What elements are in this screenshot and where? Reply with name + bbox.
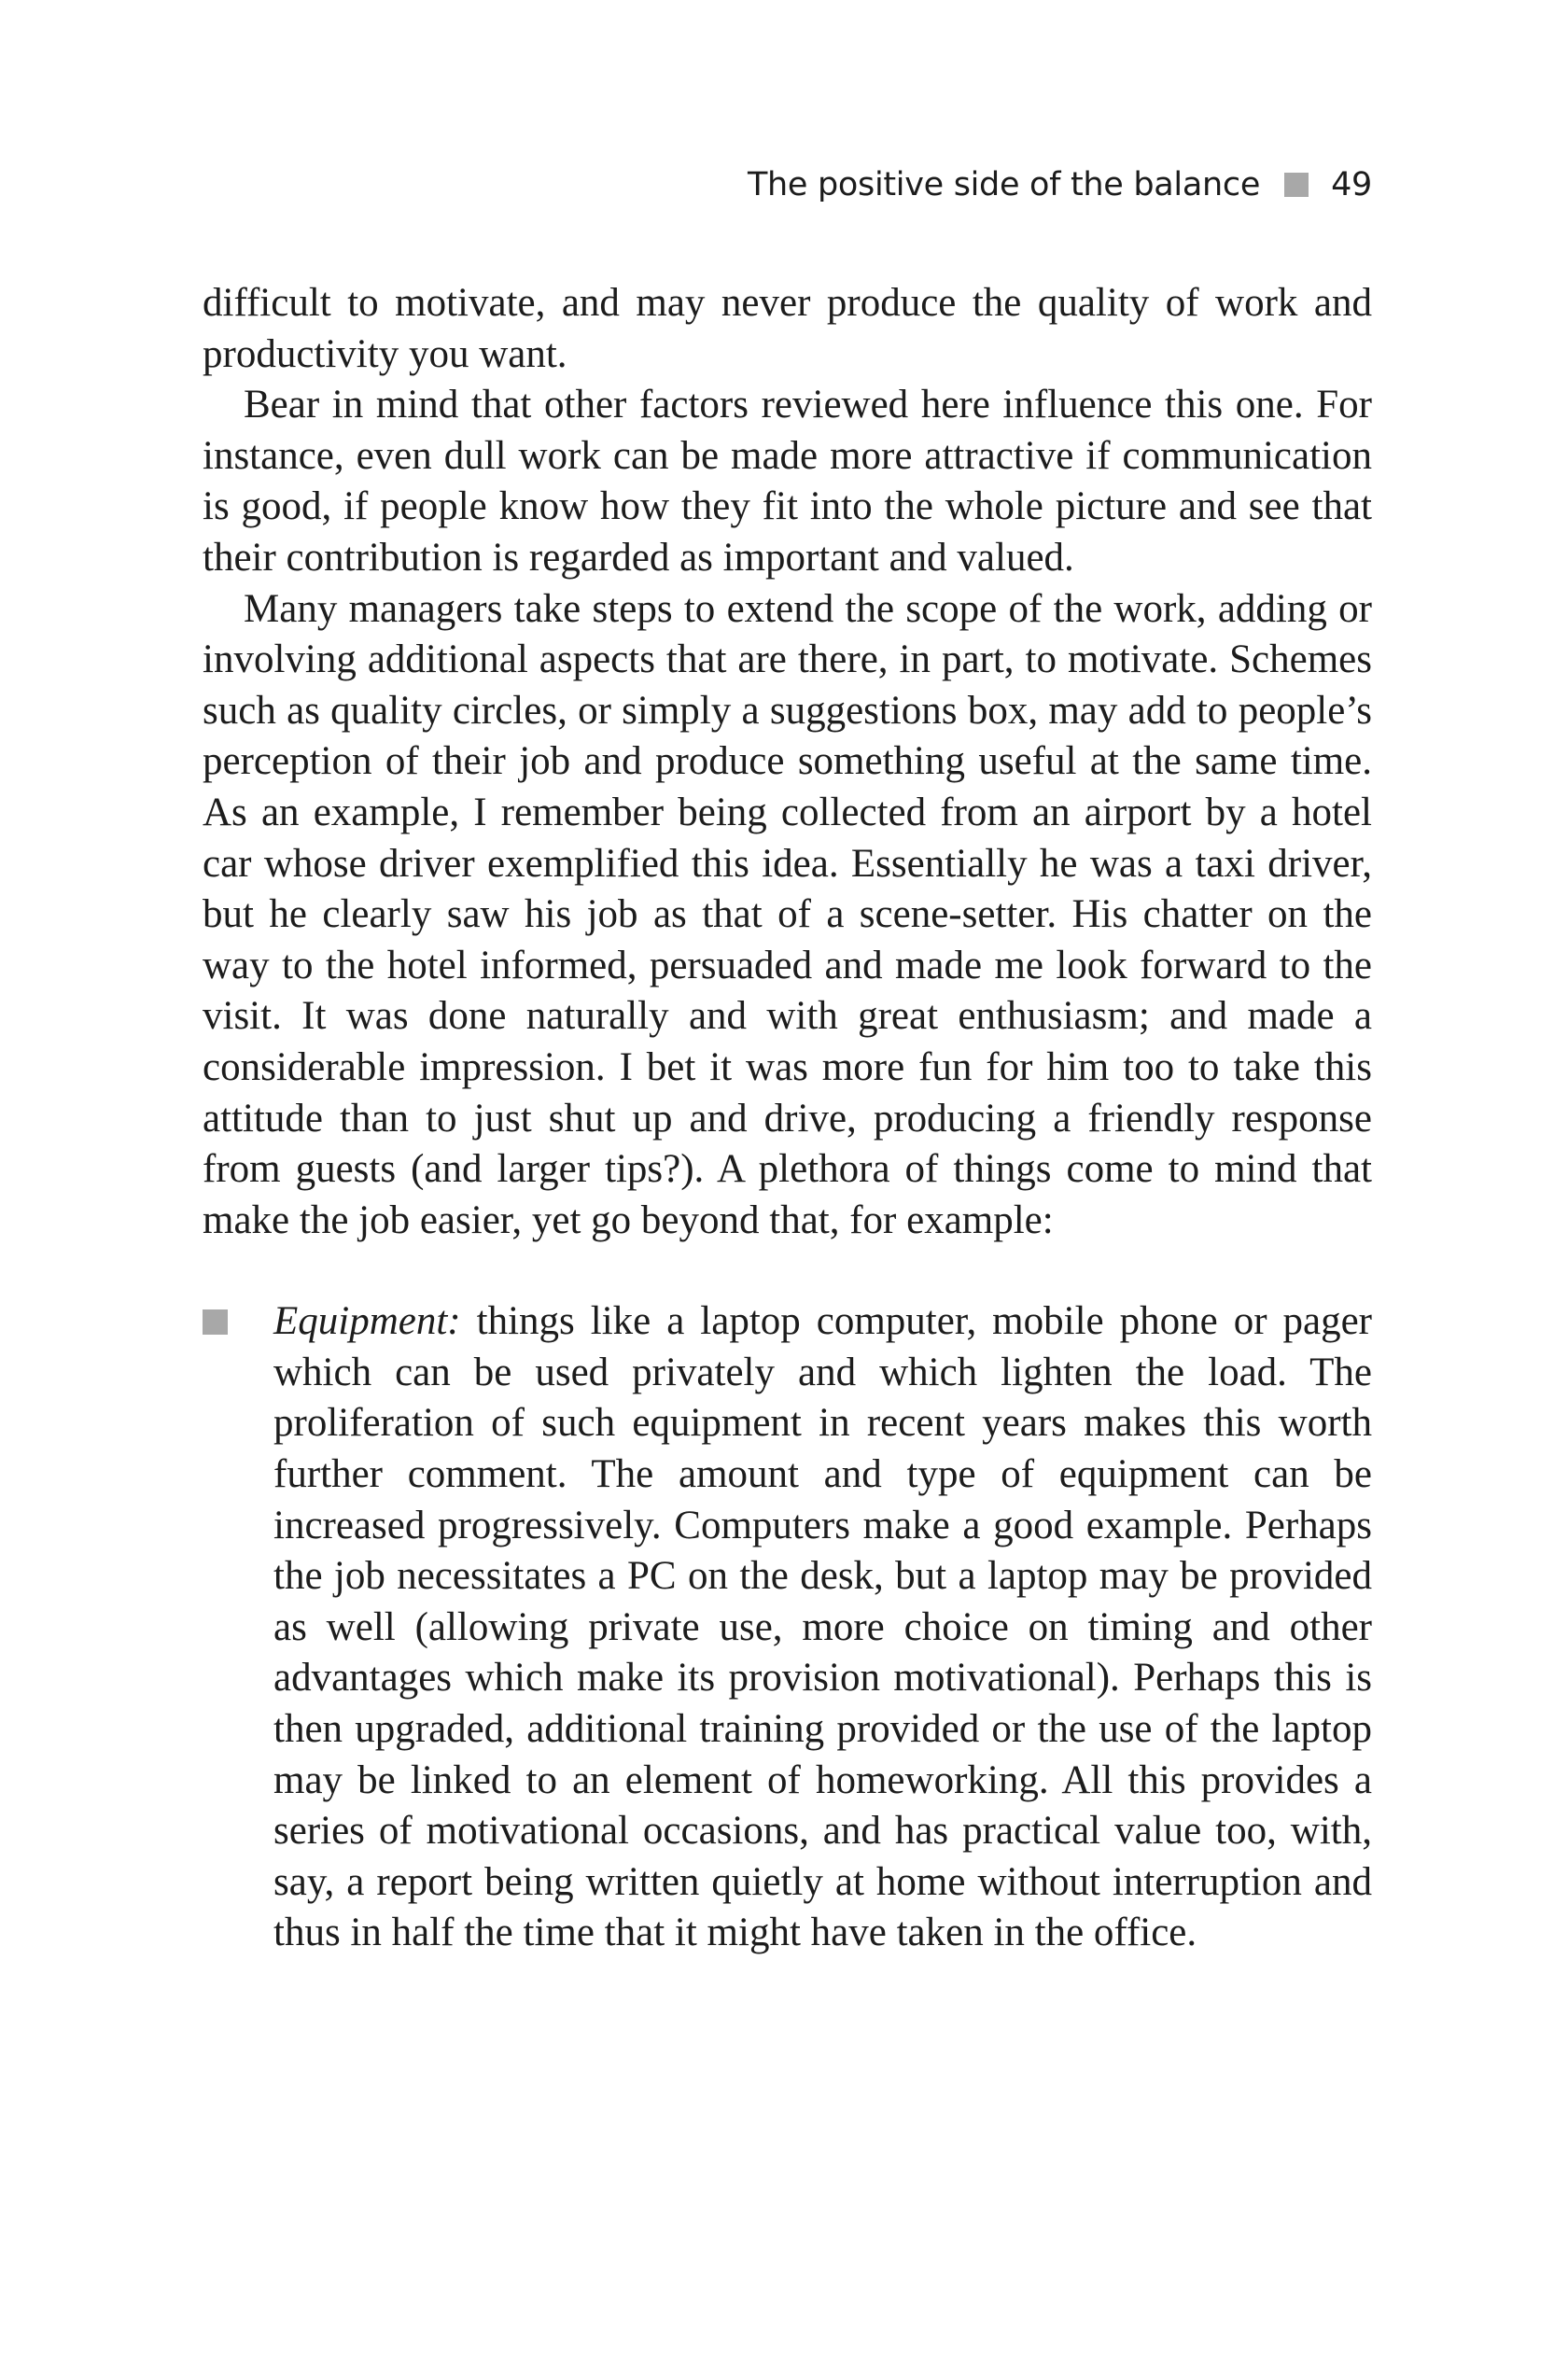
square-bullet-icon (203, 1309, 228, 1335)
paragraph: difficult to motivate, and may never produce the quality of work and productivity you want. (203, 281, 1372, 376)
paragraph: Many managers take steps to extend the scope of the work, adding or involving additional aspects that are there, in part, to motivate. Schemes such as quality circles, or simply a suggestions box, may add to people’s perception of their job and produce something useful at the same time. As an example, I remember being collected from an airport by a hotel car whose driver exemplified this idea. Essentially he was a taxi driver, but he clearly saw his job as that of a scene-setter. His chatter on the way to the hotel informed, persuaded and made me look forward to the visit. It was done naturally and with great enthusiasm; and made a considerable impression. I bet it was more fun for him too to take this attitude than to just shut up and drive, producing a friendly response from guests (and larger tips?). A plethora of things come to mind that make the job easier, yet go beyond that, for example: (203, 586, 1372, 1242)
paragraph: Bear in mind that other factors reviewed here influence this one. For instance, even dull work can be made more attractive if communication is good, if people know how they fit into the whole picture and see that their contribution is regarded as important and valued. (203, 383, 1372, 580)
running-head (748, 157, 1372, 213)
square-ornament-icon (1284, 173, 1309, 197)
page-number: 49 (1331, 166, 1372, 203)
list-item (203, 1296, 1372, 1959)
bullet-list (203, 1296, 1372, 1959)
running-title: The positive side of the balance (747, 166, 1261, 203)
bullet-text: things like a laptop computer, mobile phone or pager which can be used privately and which lighten the load. The proliferation of such equipment in recent years makes this worth further comment. The amount and type of equipment can be increased progressively. Computers make a good example. Perhaps the job necessitates a PC on the desk, but a laptop may be provided as well (allowing private use, more choice on timing and other advantages which make its provision motivational). Perhaps this is then upgraded, additional training provided or the use of the laptop may be linked to an element of homeworking. All this provides a series of motivational occasions, and has practical value too, with, say, a report being written quietly at home without interruption and thus in half the time that it might have taken in the office. (273, 1299, 1372, 1955)
bullet-term: Equipment: (273, 1299, 461, 1344)
page-body (203, 278, 1372, 1959)
